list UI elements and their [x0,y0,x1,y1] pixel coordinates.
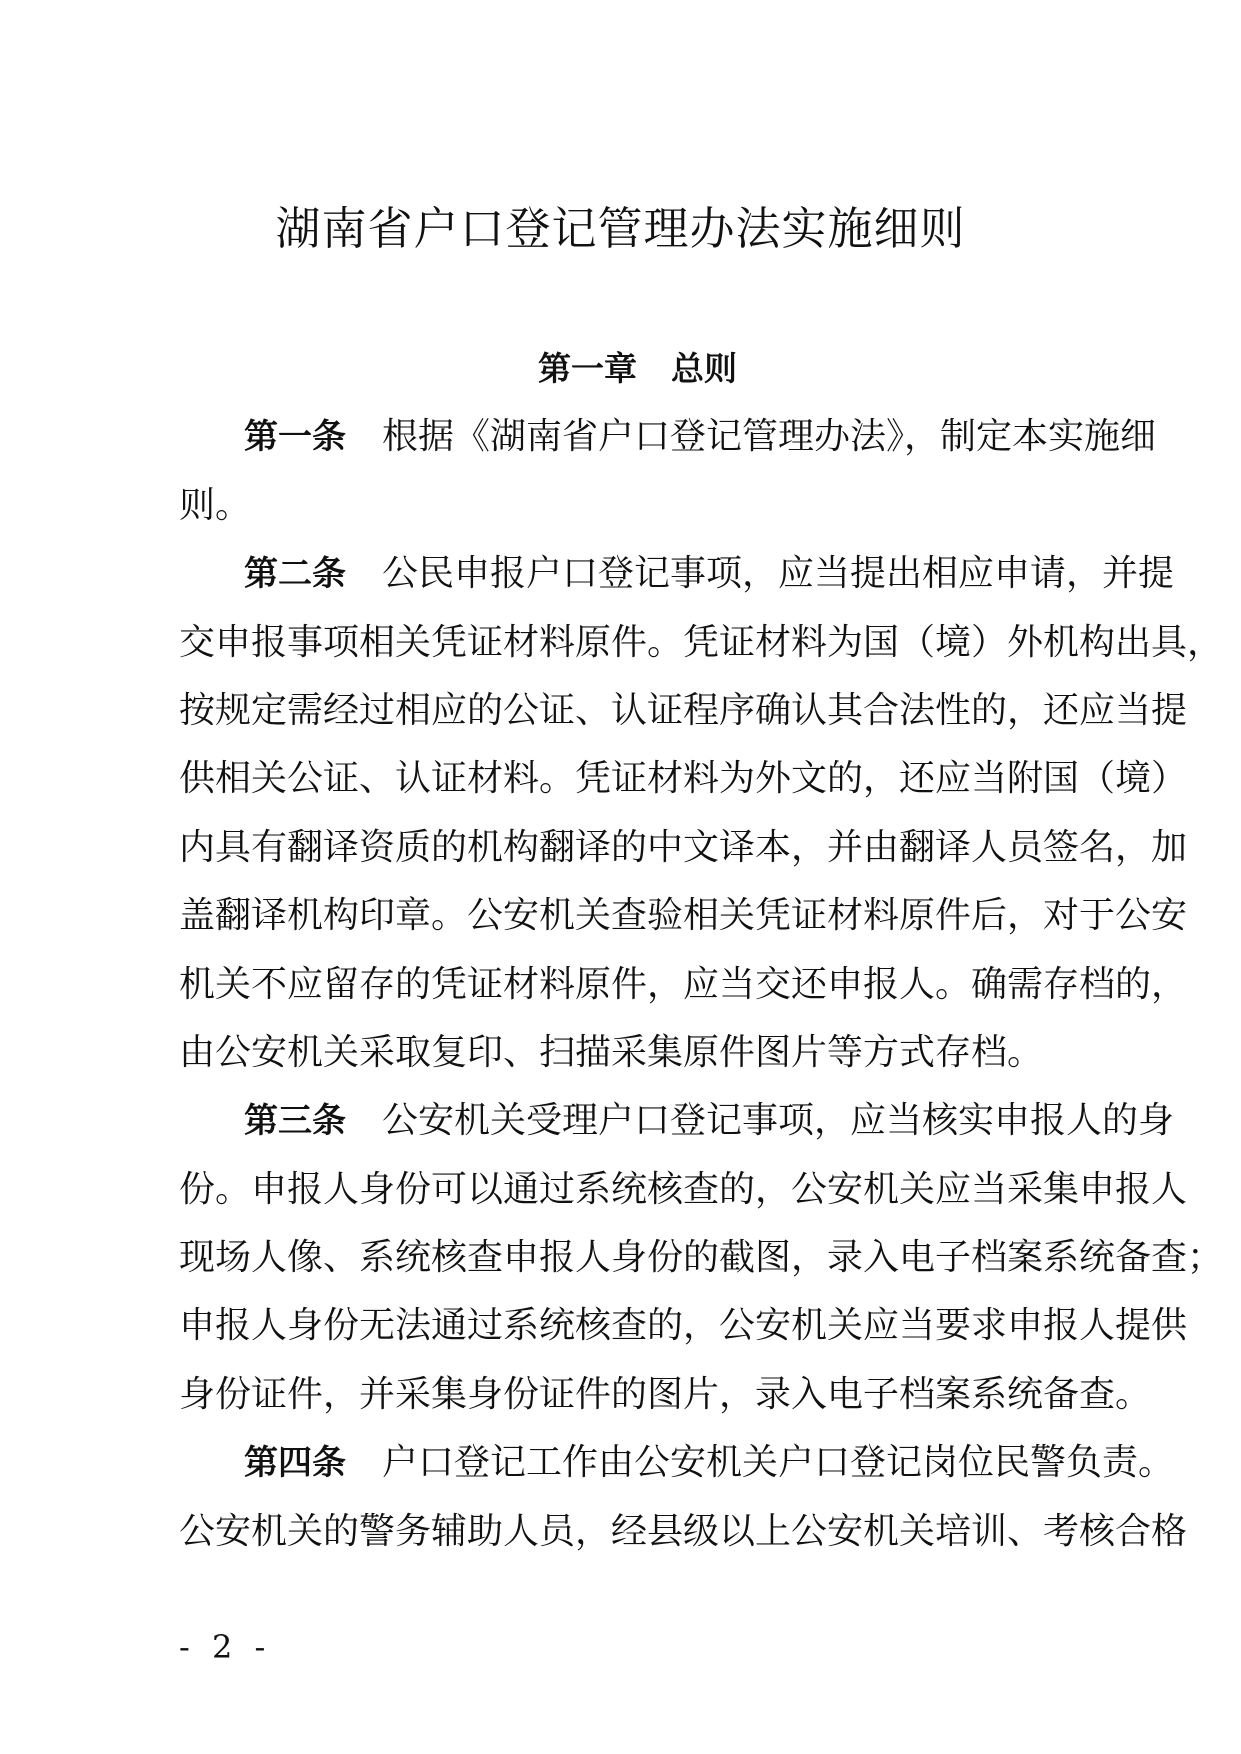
line-text: 交申报事项相关凭证材料原件。凭证材料为国（境）外机构出具， [179,621,1224,663]
text-line [179,1361,1152,1429]
line-text: 公安机关受理户口登记事项，应当核实申报人的身 [382,1100,1175,1142]
document-title: 湖南省户口登记管理办法实施细则 [275,202,966,255]
line-text: 份。申报人身份可以通过系统核查的，公安机关应当采集申报人 [179,1168,1188,1210]
chapter-name: 总则 [671,349,737,388]
text-line [179,1019,1096,1087]
articles [179,403,1224,1566]
line-text: 户口登记工作由公安机关户口登记岗位民警负责。 [382,1442,1175,1484]
article-label: 第三条 [244,1101,346,1142]
line-text: 则。 [179,484,252,526]
page-number: - 2 - [179,1628,272,1666]
line-text: 现场人像、系统核查申报人身份的截图，录入电子档案系统备查； [179,1237,1224,1279]
line-text: 内具有翻译资质的机构翻译的中文译本，并由翻译人员签名，加 [179,826,1188,868]
text-line [179,1224,1224,1292]
text-line [179,540,1175,608]
text-line [179,1498,1188,1566]
text-line [179,677,1188,745]
text-line [179,951,1188,1019]
article-4 [179,1429,1188,1566]
article-1 [179,403,1157,540]
article-3 [179,1087,1224,1429]
line-text: 供相关公证、认证材料。凭证材料为外文的，还应当附国（境） [179,758,1188,800]
article-2 [179,540,1224,1087]
line-text: 按规定需经过相应的公证、认证程序确认其合法性的，还应当提 [179,689,1188,731]
text-line [179,1156,1188,1224]
line-text: 机关不应留存的凭证材料原件，应当交还申报人。确需存档的， [179,963,1188,1005]
line-text: 公安机关的警务辅助人员，经县级以上公安机关培训、考核合格 [179,1510,1188,1552]
line-text: 申报人身份无法通过系统核查的，公安机关应当要求申报人提供 [179,1305,1188,1347]
text-line [179,609,1224,677]
chapter-number: 第一章 [538,349,637,388]
text-line [179,745,1188,813]
article-label: 第四条 [244,1443,346,1484]
line-text: 公民申报户口登记事项，应当提出相应申请，并提 [382,553,1175,595]
article-label: 第二条 [244,554,346,595]
chapter-heading [179,335,1096,403]
text-line [179,882,1188,950]
text-line [179,1292,1188,1360]
text-line [179,1429,1175,1497]
text-line [179,472,1096,540]
line-text: 由公安机关采取复印、扫描采集原件图片等方式存档。 [179,1031,1044,1073]
document-body [179,335,1224,1566]
line-text: 盖翻译机构印章。公安机关查验相关凭证材料原件后，对于公安 [179,895,1188,937]
text-line [179,814,1188,882]
text-line [179,403,1157,471]
line-text: 身份证件，并采集身份证件的图片，录入电子档案系统备查。 [179,1373,1152,1415]
article-label: 第一条 [244,417,346,458]
line-text: 根据《湖南省户口登记管理办法》，制定本实施细 [382,416,1157,458]
text-line [179,1087,1175,1155]
